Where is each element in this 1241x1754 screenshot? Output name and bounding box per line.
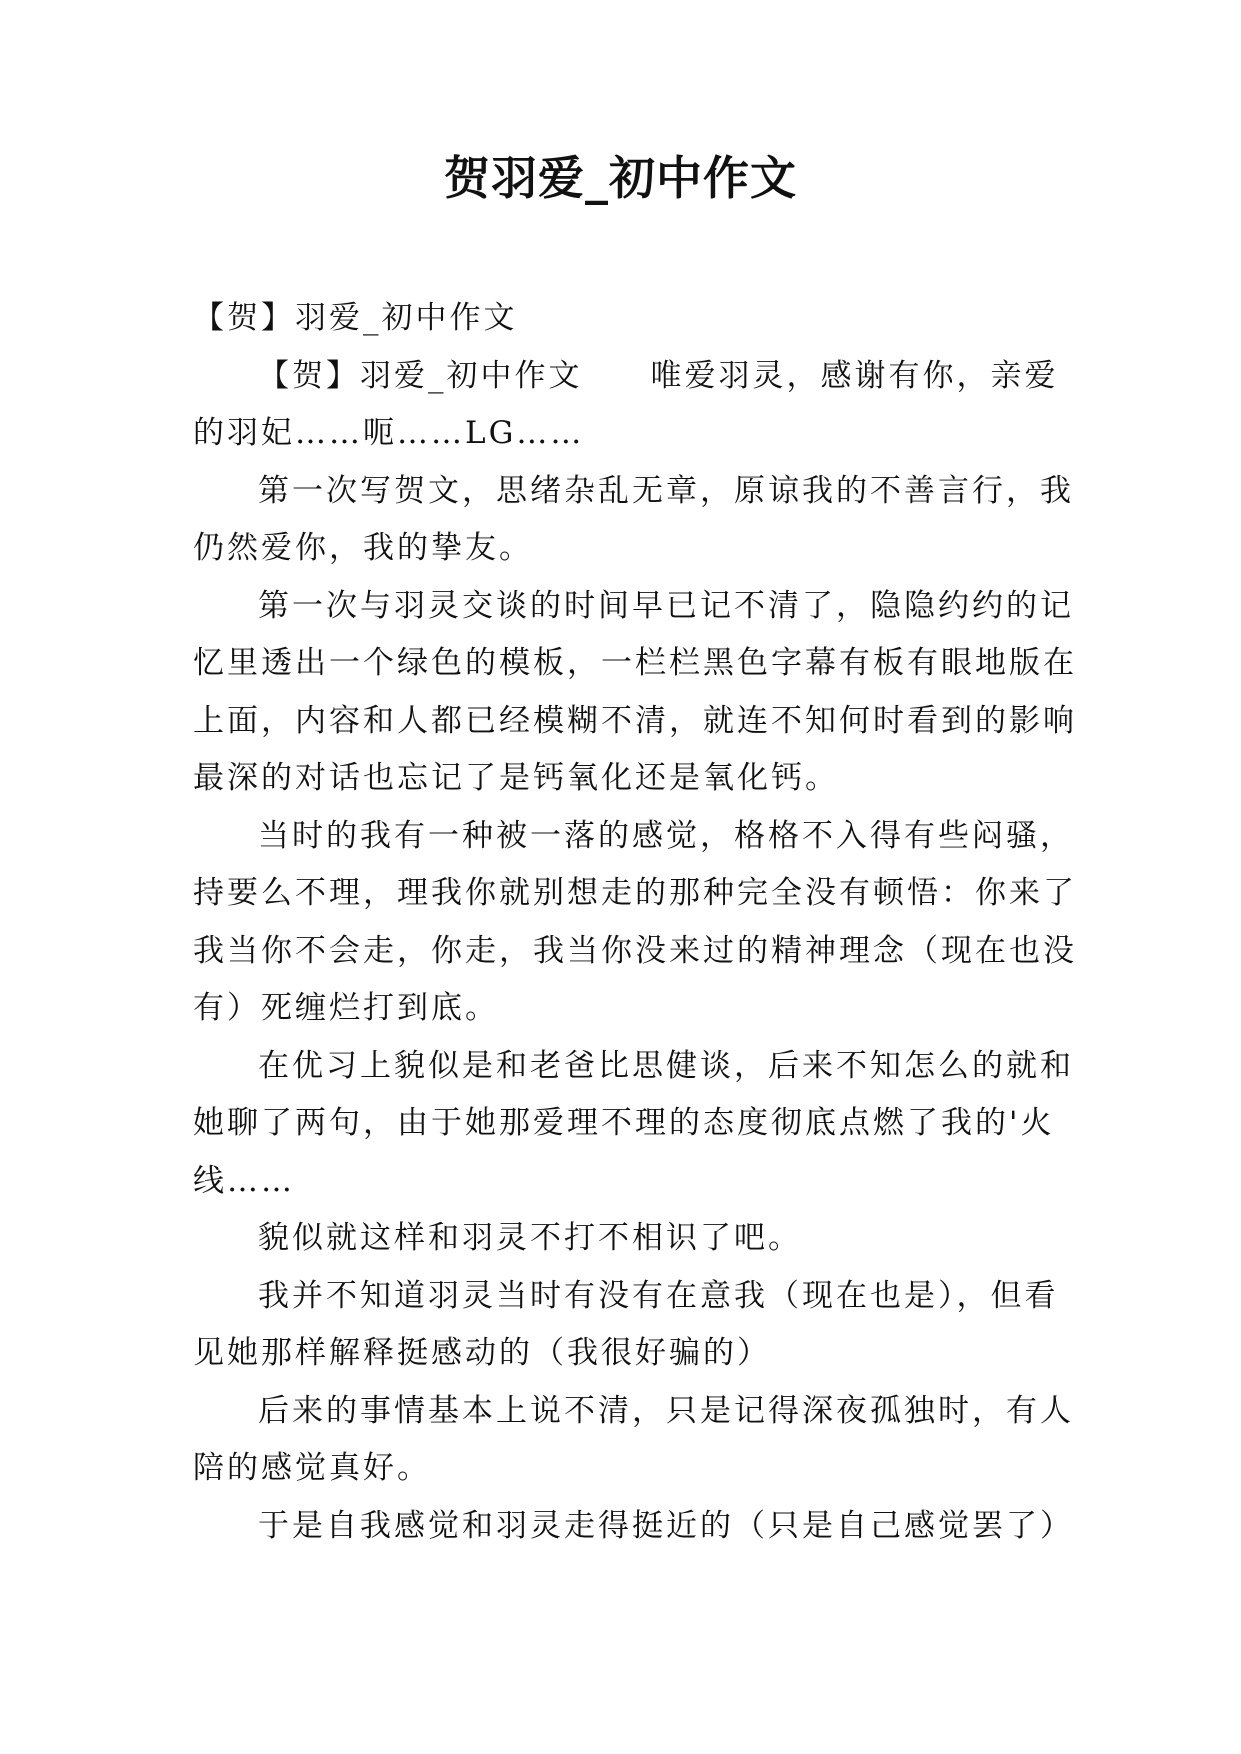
text-line: 持要么不理，理我你就别想走的那种完全没有顿悟：你来了 <box>193 875 1077 911</box>
text-line: 她聊了两句，由于她那爱理不理的态度彻底点燃了我的'火 <box>193 1105 1055 1141</box>
text-line: 仍然爱你，我的挚友。 <box>193 530 533 566</box>
text-line: 貌似就这样和羽灵不打不相识了吧。 <box>258 1220 802 1256</box>
text-line: 于是自我感觉和羽灵走得挺近的（只是自己感觉罢了） <box>258 1508 1074 1544</box>
text-line: 第一次写贺文，思绪杂乱无章，原谅我的不善言行，我 <box>258 473 1074 509</box>
text-line: 【贺】羽爱_初中作文 唯爱羽灵，感谢有你，亲爱 <box>258 358 1059 394</box>
text-line: 后来的事情基本上说不清，只是记得深夜孤独时，有人 <box>258 1393 1074 1429</box>
text-line: 的羽妃……呃……LG…… <box>193 415 585 451</box>
text-line: 当时的我有一种被一落的感觉，格格不入得有些闷骚， <box>258 818 1074 854</box>
text-line: 见她那样解释挺感动的（我很好骗的） <box>193 1335 771 1371</box>
text-line: 在优习上貌似是和老爸比思健谈，后来不知怎么的就和 <box>258 1048 1074 1084</box>
text-line: 有）死缠烂打到底。 <box>193 990 499 1026</box>
text-line: 第一次与羽灵交谈的时间早已记不清了，隐隐约约的记 <box>258 588 1074 624</box>
text-line: 【贺】羽爱_初中作文 <box>193 300 518 336</box>
document-title: 贺羽爱_初中作文 <box>444 151 797 205</box>
text-line: 忆里透出一个绿色的模板，一栏栏黑色字幕有板有眼地版在 <box>193 645 1077 681</box>
text-line: 线…… <box>193 1163 295 1199</box>
text-line: 上面，内容和人都已经模糊不清，就连不知何时看到的影响 <box>193 703 1077 739</box>
text-line: 陪的感觉真好。 <box>193 1450 431 1486</box>
text-line: 最深的对话也忘记了是钙氧化还是氧化钙。 <box>193 760 839 796</box>
text-line: 我并不知道羽灵当时有没有在意我（现在也是），但看 <box>258 1278 1059 1314</box>
text-line: 我当你不会走，你走，我当你没来过的精神理念（现在也没 <box>193 933 1077 969</box>
